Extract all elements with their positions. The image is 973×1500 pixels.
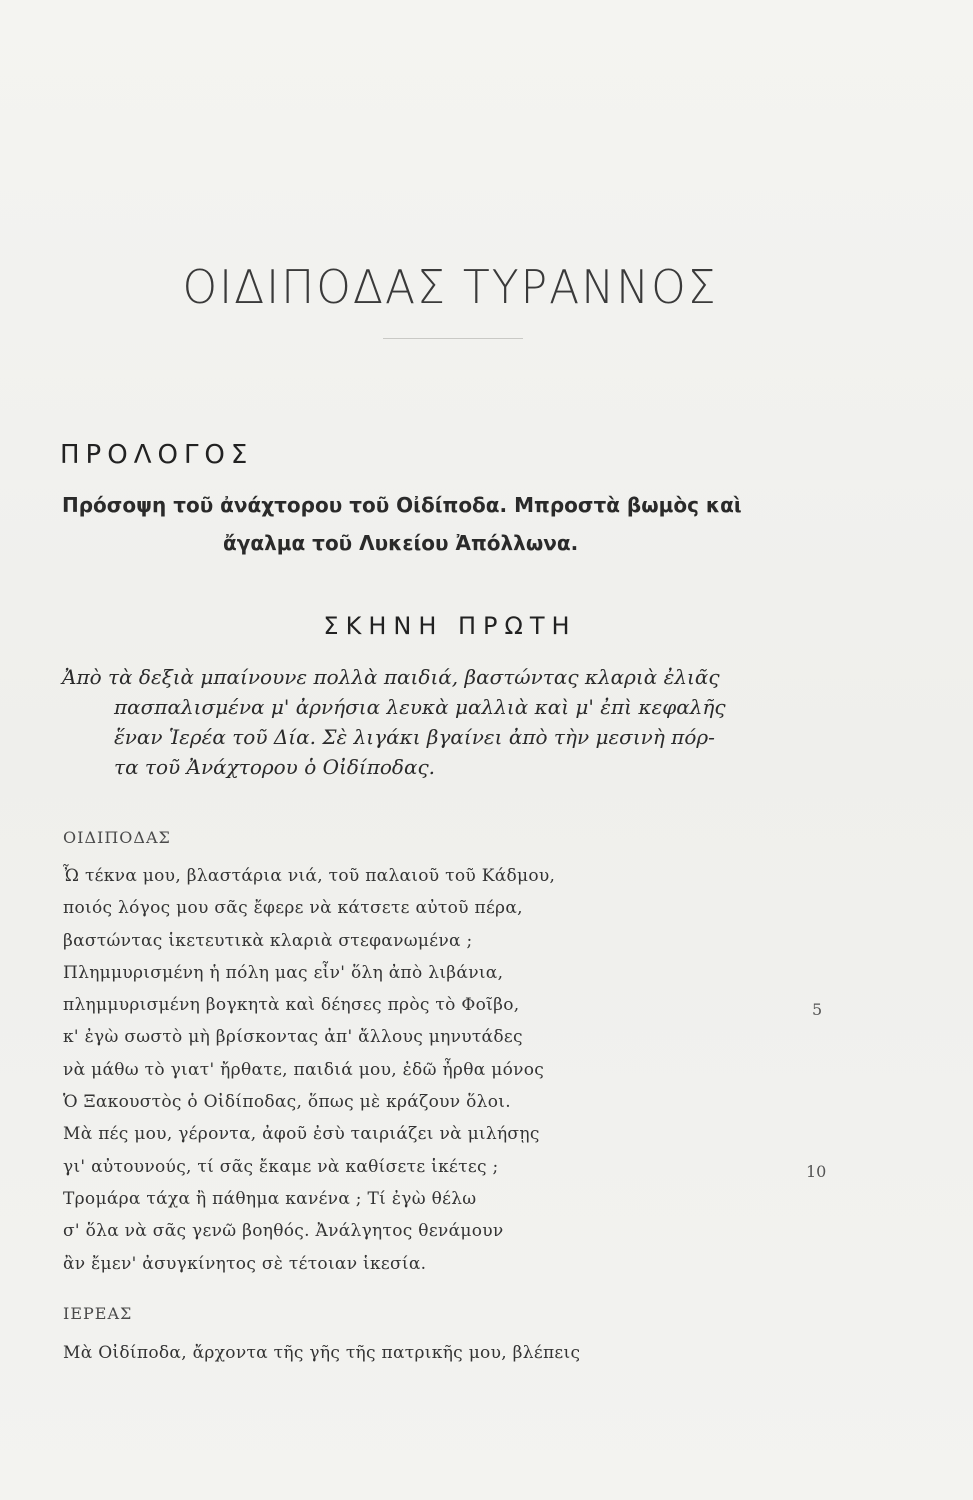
stage-direction-line: Ἀπὸ τὰ δεξιὰ μπαίνουνε πολλὰ παιδιά, βαστώντας κλαριὰ ἐλιᾶς: [62, 665, 720, 689]
verse-line: Μὰ πές μου, γέροντα, ἀφοῦ ἐσὺ ταιριάζει νὰ μιλήσῃς: [63, 1124, 540, 1145]
verse-line: Ὁ Ξακουστὸς ὁ Οἰδίποδας, ὅπως μὲ κράζουν ὅλοι.: [63, 1092, 511, 1113]
setting-description: [62, 486, 862, 562]
verse-line: πλημμυρισμένη βογκητὰ καὶ δέησες πρὸς τὸ Φοῖβο,: [63, 995, 520, 1016]
verse-line: Τρομάρα τάχα ἢ πάθημα κανένα ; Τί ἐγὼ θέλω: [63, 1188, 477, 1209]
speech-block: [63, 1337, 863, 1369]
verse-line: γι' αὐτουνούς, τί σᾶς ἔκαμε νὰ καθίσετε ἱκέτες ;: [63, 1156, 499, 1177]
verse-line: ἂν ἔμεν' ἀσυγκίνητος σὲ τέτοιαν ἱκεσία.: [63, 1253, 427, 1274]
verse-line: Πλημμυρισμένη ἡ πόλη μας εἶν' ὅλη ἀπὸ λιβάνια,: [63, 962, 504, 983]
play-title: ΟΙΔΙΠΟΔΑΣ ΤΥΡΑΝΝΟΣ: [182, 260, 718, 315]
verse-line: βαστώντας ἱκετευτικὰ κλαριὰ στεφανωμένα ;: [63, 930, 473, 951]
verse-line: σ' ὅλα νὰ σᾶς γενῶ βοηθός. Ἀνάλγητος θενάμουν: [63, 1221, 504, 1242]
stage-direction-line: ἕναν Ἱερέα τοῦ Δία. Σὲ λιγάκι βγαίνει ἀπὸ τὴν μεσινὴ πόρ-: [114, 725, 715, 749]
speaker-name: ΟΙΔΙΠΟΔΑΣ: [63, 828, 171, 847]
setting-line: ἄγαλμα τοῦ Λυκείου Ἀπόλλωνα.: [223, 531, 579, 555]
verse-line: ποιός λόγος μου σᾶς ἔφερε νὰ κάτσετε αὐτοῦ πέρα,: [63, 898, 523, 919]
section-heading: ΠΡΟΛΟΓΟΣ: [60, 440, 254, 470]
verse-line: Μὰ Οἰδίποδα, ἄρχοντα τῆς γῆς τῆς πατρικῆς μου, βλέπεις: [63, 1343, 581, 1363]
verse-line: νὰ μάθω τὸ γιατ' ἤρθατε, παιδιά μου, ἐδῶ ἦρθα μόνος: [63, 1059, 545, 1080]
stage-direction: [62, 662, 862, 782]
scene-heading: ΣΚΗΝΗ ΠΡΩΤΗ: [323, 612, 577, 640]
line-number: 5: [812, 1000, 823, 1019]
stage-direction-line: πασπαλισμένα μ' ἀρνήσια λευκὰ μαλλιὰ καὶ μ' ἐπὶ κεφαλῆς: [114, 695, 726, 719]
verse-line: Ὦ τέκνα μου, βλαστάρια νιά, τοῦ παλαιοῦ τοῦ Κάδμου,: [63, 866, 556, 886]
speech-block: [63, 860, 863, 1280]
title-divider: [383, 338, 523, 339]
speaker-name: ΙΕΡΕΑΣ: [63, 1304, 133, 1323]
verse-line: κ' ἐγὼ σωστὸ μὴ βρίσκοντας ἀπ' ἄλλους μηνυτάδες: [63, 1027, 523, 1048]
stage-direction-line: τα τοῦ Ἀνάχτορου ὁ Οἰδίποδας.: [114, 755, 436, 779]
line-number: 10: [806, 1162, 827, 1181]
setting-line: Πρόσοψη τοῦ ἀνάχτορου τοῦ Οἰδίποδα. Μπροστὰ βωμὸς καὶ: [62, 493, 742, 517]
